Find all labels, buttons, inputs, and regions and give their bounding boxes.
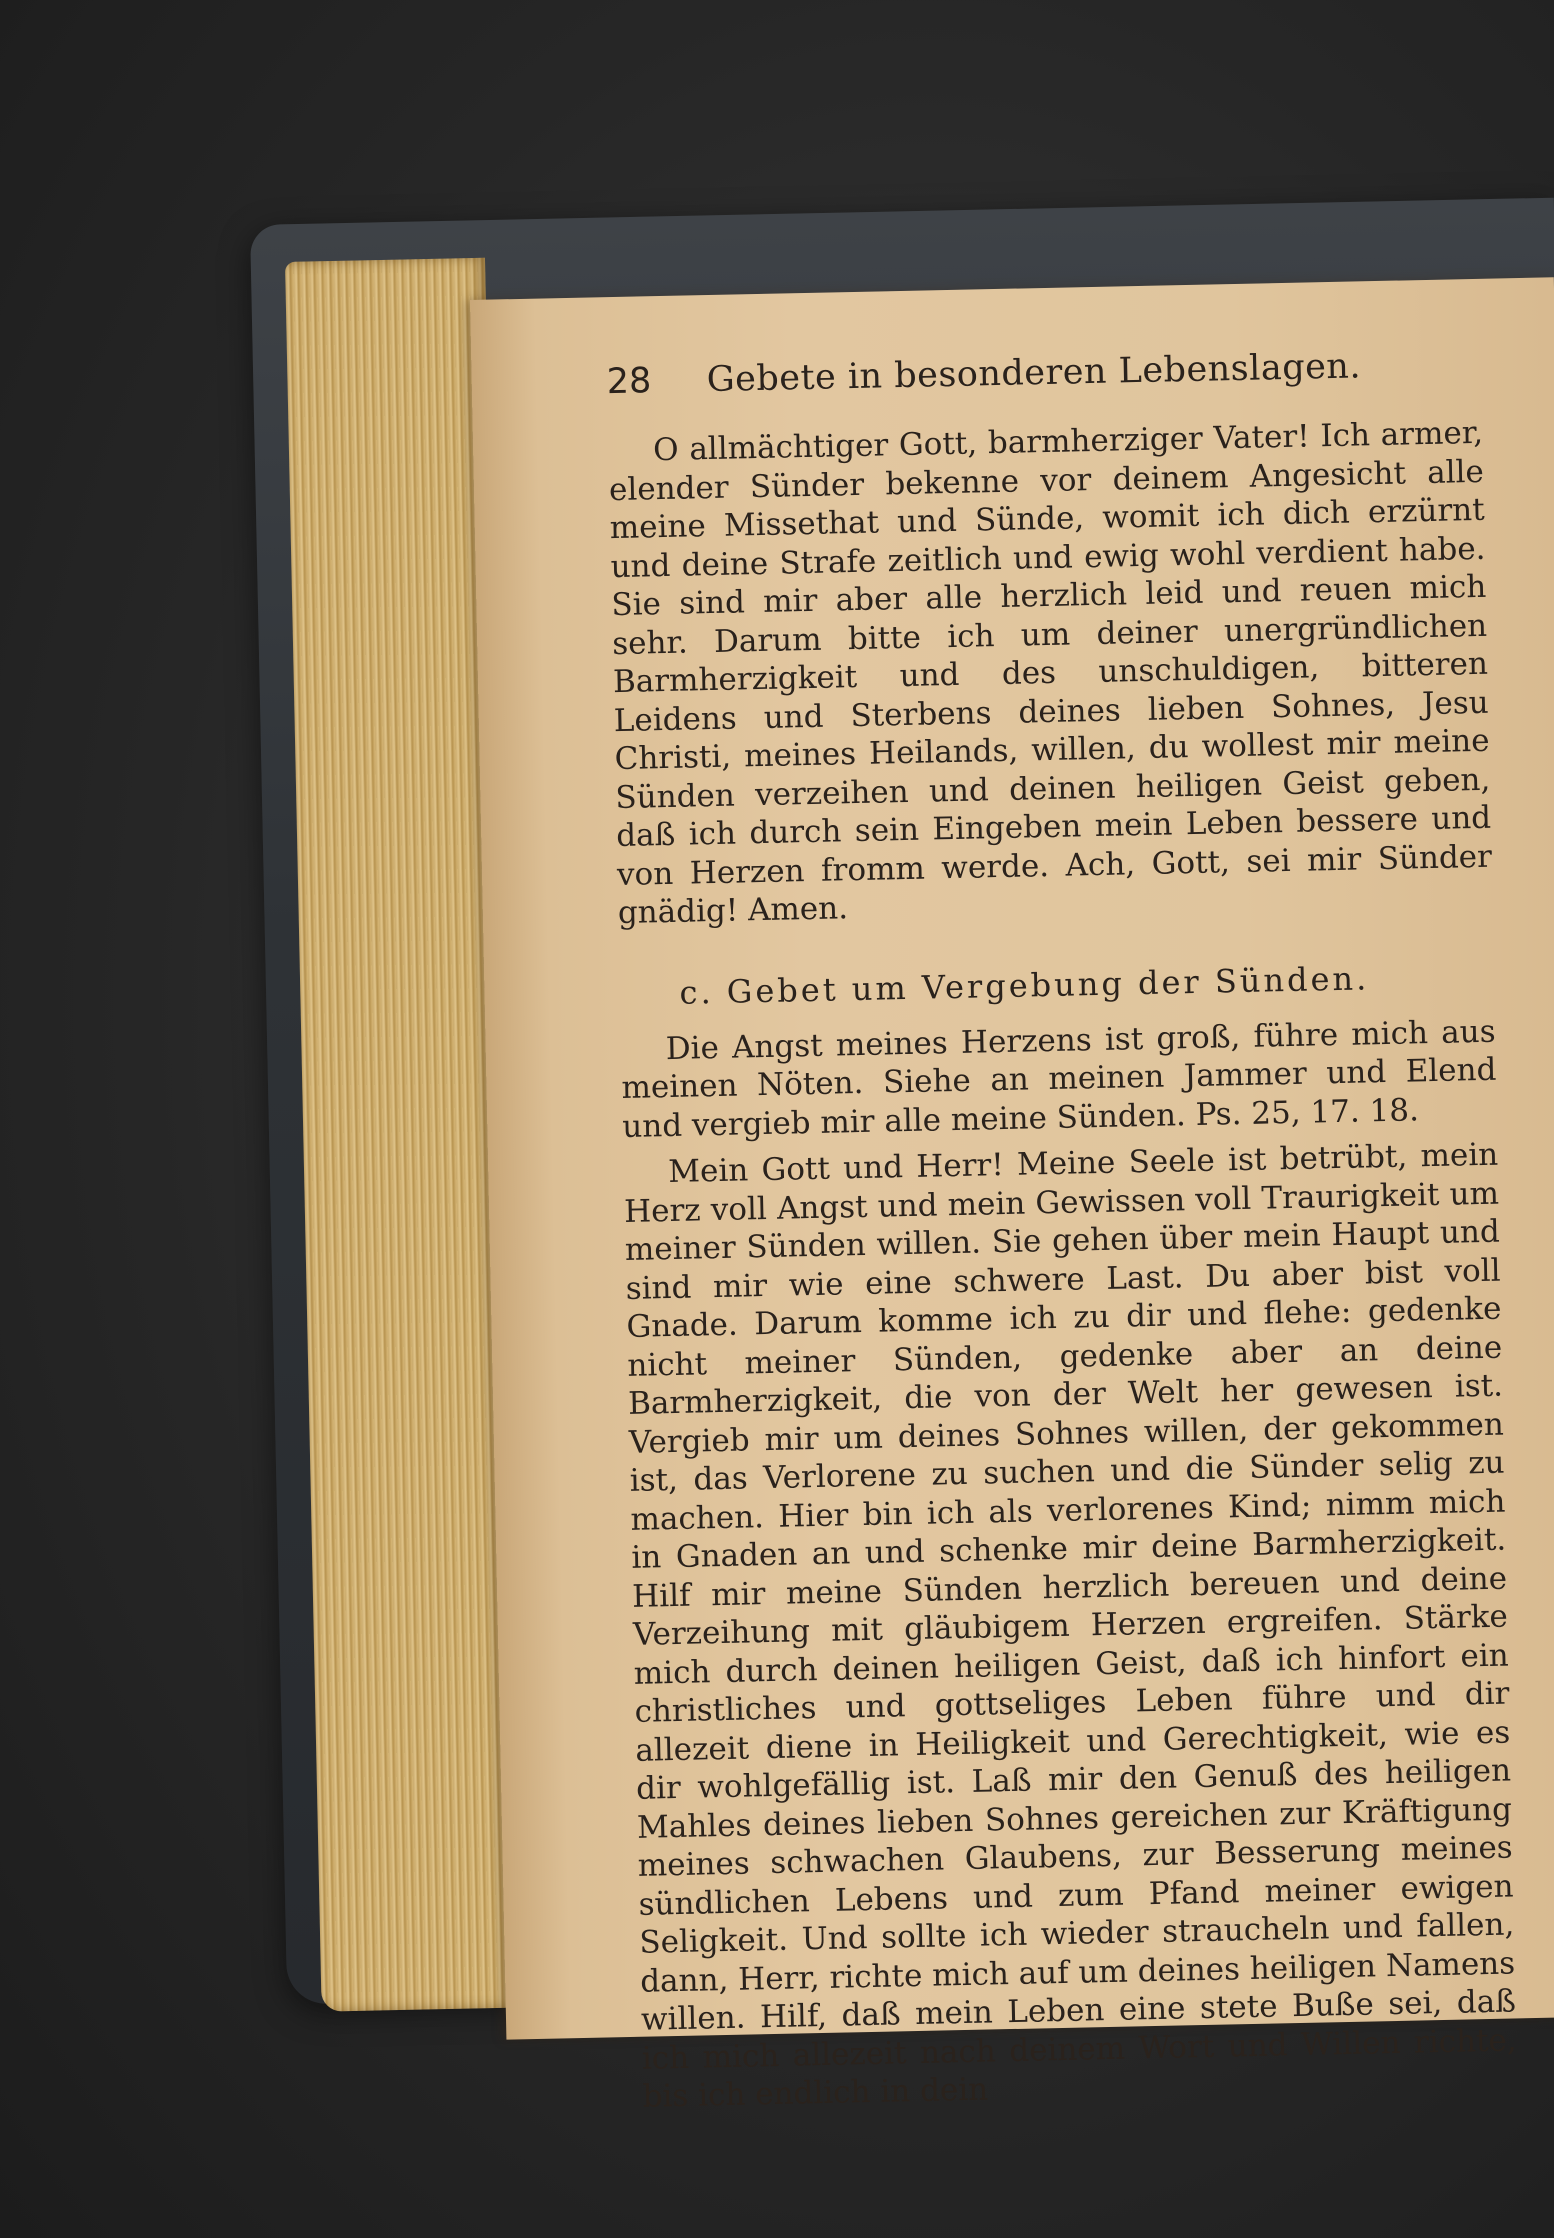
prayer-paragraph: O allmächtiger Gott, barmherziger Vater! Ich armer, elender Sünder bekenne vor deinem Angesicht alle meine Missethat und Sünde, womit ich dich erzürnt und deine Strafe zeitlich und ewig wohl verdient habe. Sie sind mir aber alle herzlich leid und reuen mich sehr. Darum bitte ich um deiner unergründlichen Barmherzigkeit und des unschuldigen, bitteren Leidens und Sterbens deines lieben Sohnes, Jesu Christi, meines Heilands, willen, du wollest mir meine Sünden verzeihen und deinen heiligen Geist geben, daß ich durch sein Eingeben mein Leben bessere und von Herzen fromm werde. Ach, Gott, sei mir Sünder gnädig! Amen.	[608, 414, 1493, 932]
page-number: 28	[606, 361, 652, 403]
section-heading: c. Gebet um Vergebung der Sünden.	[679, 958, 1370, 1012]
prayer-paragraph-c: Mein Gott und Herr! Meine Seele ist betrübt, mein Herz voll Angst und mein Gewissen voll Traurigkeit um meiner Sünden willen. Sie gehen über mein Haupt und sind mir wie eine schwere Last. Du aber bist voll Gnade. Darum komme ich zu dir und flehe: gedenke nicht meiner Sünden, gedenke aber an deine Barmherzigkeit, die von der Welt her gewesen ist. Vergieb mir um deines Sohnes willen, der gekommen ist, das Verlorene zu suchen und die Sünder selig zu machen. Hier bin ich als verlorenes Kind; nimm mich in Gnaden an und schenke mir deine Barmherzigkeit. Hilf mir meine Sünden herzlich bereuen und deine Verzeihung mit gläubigem Herzen ergreifen. Stärke mich durch deinen heiligen Geist, daß ich hinfort ein christliches und gottseliges Leben führe und dir allezeit diene in Heiligkeit und Gerechtigkeit, wie es dir wohlgefällig ist. Laß mir den Genuß des heiligen Mahles deines lieben Sohnes gereichen zur Kräftigung meines schwachen Glaubens, zur Besserung meines sündlichen Lebens und zum Pfand meiner ewigen Seligkeit. Und sollte ich wieder straucheln und fallen, dann, Herr, richte mich auf um deines heiligen Namens willen. Hilf, daß mein Leben eine stete Buße sei, daß ich mich allezeit nach deinem Wort und Willen richte, bis ich endlich in dein	[623, 1136, 1518, 2115]
running-head	[606, 344, 1482, 402]
scripture-verse: Die Angst meines Herzens ist groß, führe mich aus meinen Nöten. Siehe an meinen Jammer und Elend und vergieb mir alle meine Sünden. Ps. 25, 17. 18.	[621, 1013, 1497, 1145]
book-page	[470, 277, 1554, 2115]
page-text-block	[606, 344, 1518, 2116]
running-head-title: Gebete in besonderen Lebenslagen.	[706, 346, 1362, 401]
